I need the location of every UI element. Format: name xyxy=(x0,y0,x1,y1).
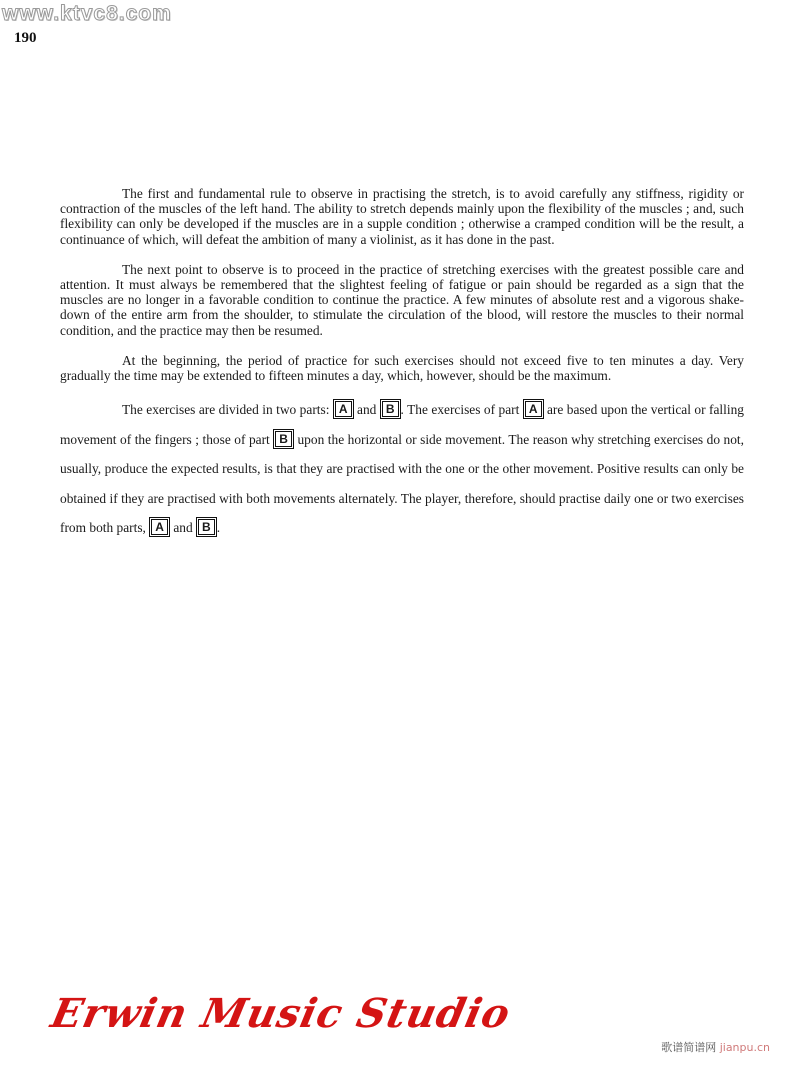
box-label-a: A xyxy=(525,401,542,417)
box-label-b: B xyxy=(275,431,292,447)
paragraph-exercise-parts xyxy=(60,395,744,543)
box-label-a: A xyxy=(151,519,168,535)
paragraph-practice-period: At the beginning, the period of practice for such exercises should not exceed five to ten minutes a day. Very gradually the time may be extended to fifteen minutes a day, which, however, should be the maximum. xyxy=(60,352,744,384)
body-text xyxy=(60,186,744,543)
parts-text-1: The exercises are divided in two parts: xyxy=(122,402,330,418)
parts-text-6: should practise daily one or two exercises from both parts, xyxy=(60,490,745,536)
site-footer xyxy=(661,1039,770,1055)
box-label-a: A xyxy=(335,401,352,417)
parts-text-2: . The exercises of part xyxy=(400,402,520,418)
studio-logo: Erwin Music Studio xyxy=(47,990,515,1037)
paragraph-care-attention: The next point to observe is to proceed in the practice of stretching exercises with the greatest possible care and attention. It must always be remembered that the slightest feeling of fatigue or pain should be regarded as a sign that the muscles are no longer in a favorable condition to continue the practice. A few minutes of absolute rest and a vigorous shake-down of the entire arm from the shoulder, to stimulate the circulation of the blood, will restore the muscles to their normal condition, and the practice may then be resumed. xyxy=(60,261,744,338)
page-number: 190 xyxy=(14,30,37,46)
watermark-url: www.ktvc8.com xyxy=(2,2,172,25)
parts-text-4: upon the horizontal or side movement. xyxy=(297,431,506,447)
parts-end: . xyxy=(216,520,221,536)
parts-and-2: and xyxy=(173,520,193,536)
parts-and-1: and xyxy=(357,402,377,418)
box-label-b: B xyxy=(382,401,399,417)
footer-site-name: 歌谱简谱网 xyxy=(661,1041,717,1054)
parts-text-3: are based upon the vertical or falling movement of the fingers ; those of part xyxy=(60,402,744,447)
footer-site-url: jianpu.cn xyxy=(719,1041,770,1054)
paragraph-stretch-rule: The first and fundamental rule to observe in practising the stretch, is to avoid carefully any stiffness, rigidity or contraction of the muscles of the left hand. The ability to stretch depends mainly upon the flexibility of the muscles ; and, such flexibility can only be developed if the muscles are in a supple condition ; otherwise a cramped condition will be the result, a continuance of which, will defeat the ambition of many a violinist, as it has done in the past. xyxy=(60,186,744,247)
parts-text-5: The reason why stretching exercises do not, usually, produce the expected results, is that they are practised with the one or the other movement. Positive results can only be obtained if they are practised with both movements alternately. The player, therefore, xyxy=(60,431,744,506)
box-label-b: B xyxy=(198,519,215,535)
